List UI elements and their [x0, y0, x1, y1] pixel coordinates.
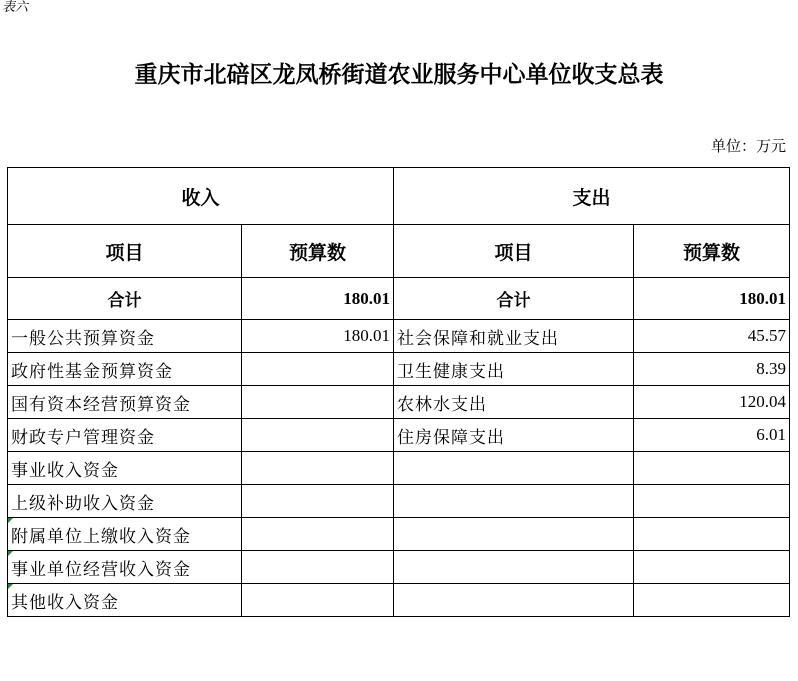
expense-item-column-header: 项目: [394, 225, 634, 278]
expense-item-cell: 社会保障和就业支出: [394, 320, 634, 353]
expense-section-header: 支出: [394, 168, 790, 225]
table-row: [8, 584, 790, 617]
income-value-cell: 180.01: [242, 320, 394, 353]
page-title: 重庆市北碚区龙凤桥街道农业服务中心单位收支总表: [134, 62, 664, 88]
income-value-cell: [242, 386, 394, 419]
expense-value-cell: [634, 485, 790, 518]
income-item-cell: 一般公共预算资金: [8, 320, 242, 353]
expense-item-cell: [394, 518, 634, 551]
income-item-cell: 事业收入资金: [8, 452, 242, 485]
income-value-cell: [242, 452, 394, 485]
total-row: [8, 278, 790, 320]
column-header-row: [8, 225, 790, 278]
expense-value-cell: 8.39: [634, 353, 790, 386]
income-item-cell: 上级补助收入资金: [8, 485, 242, 518]
expense-item-cell: 卫生健康支出: [394, 353, 634, 386]
income-value-cell: [242, 353, 394, 386]
expense-item-cell: 农林水支出: [394, 386, 634, 419]
unit-label: 单位：万元: [710, 137, 786, 155]
income-value-cell: [242, 485, 394, 518]
expense-item-cell: [394, 584, 634, 617]
table-number-label: 表六: [2, 0, 29, 15]
income-value-cell: [242, 584, 394, 617]
table-row: [8, 452, 790, 485]
expense-value-cell: 120.04: [634, 386, 790, 419]
expense-item-cell: [394, 485, 634, 518]
income-value-cell: [242, 551, 394, 584]
expense-value-cell: [634, 551, 790, 584]
table-row: [8, 419, 790, 452]
income-item-cell: 国有资本经营预算资金: [8, 386, 242, 419]
income-item-cell: 其他收入资金: [8, 584, 242, 617]
expense-budget-column-header: 预算数: [634, 225, 790, 278]
expense-value-cell: 6.01: [634, 419, 790, 452]
income-item-cell: 事业单位经营收入资金: [8, 551, 242, 584]
income-expense-summary-table: [7, 167, 790, 617]
expense-item-cell: [394, 551, 634, 584]
income-total-label: 合计: [8, 278, 242, 320]
income-item-column-header: 项目: [8, 225, 242, 278]
table-row: [8, 551, 790, 584]
expense-value-cell: 45.57: [634, 320, 790, 353]
table-row: [8, 518, 790, 551]
income-budget-column-header: 预算数: [242, 225, 394, 278]
table-row: [8, 485, 790, 518]
expense-item-cell: [394, 452, 634, 485]
table-row: [8, 353, 790, 386]
income-total-value: 180.01: [242, 278, 394, 320]
expense-value-cell: [634, 518, 790, 551]
expense-item-cell: 住房保障支出: [394, 419, 634, 452]
income-item-cell: 财政专户管理资金: [8, 419, 242, 452]
expense-value-cell: [634, 584, 790, 617]
table-row: [8, 320, 790, 353]
income-value-cell: [242, 518, 394, 551]
expense-total-label: 合计: [394, 278, 634, 320]
expense-total-value: 180.01: [634, 278, 790, 320]
table-row: [8, 386, 790, 419]
income-section-header: 收入: [8, 168, 394, 225]
income-value-cell: [242, 419, 394, 452]
income-item-cell: 附属单位上缴收入资金: [8, 518, 242, 551]
income-item-cell: 政府性基金预算资金: [8, 353, 242, 386]
section-header-row: [8, 168, 790, 225]
expense-value-cell: [634, 452, 790, 485]
